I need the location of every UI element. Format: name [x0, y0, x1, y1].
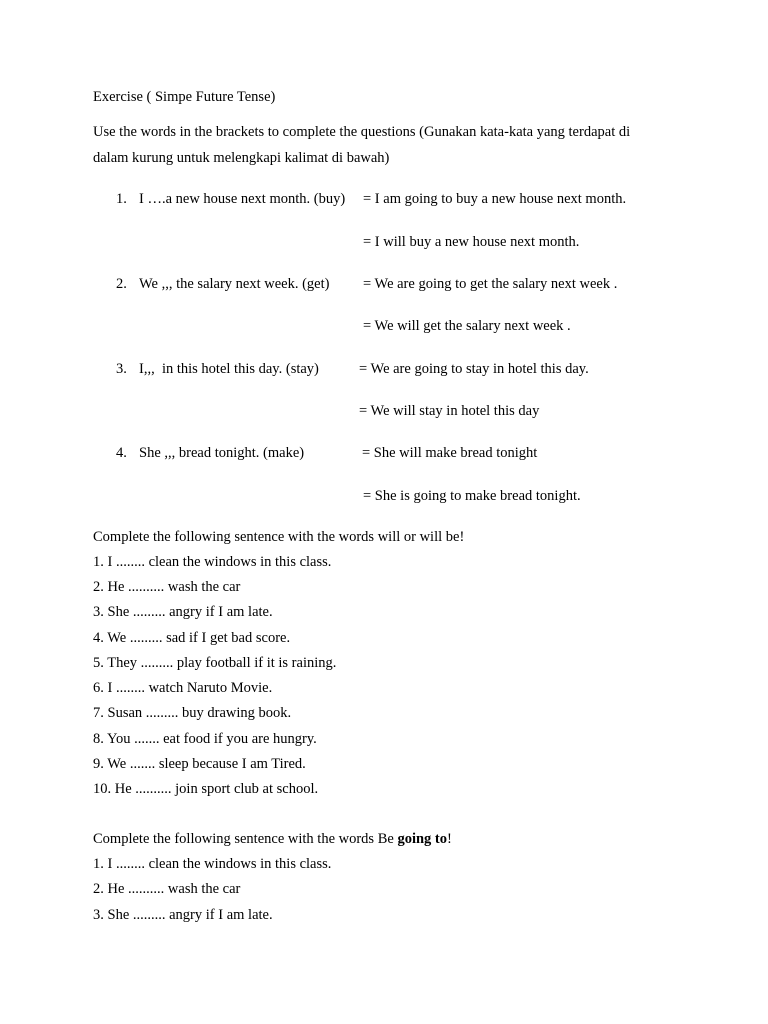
list-item: 2. He .......... wash the car — [93, 579, 241, 595]
instruction-line-2: dalam kurung untuk melengkapi kalimat di bawah) — [93, 150, 390, 166]
list-item: 3. She ......... angry if I am late. — [93, 604, 273, 620]
list-item: 6. I ........ watch Naruto Movie. — [93, 680, 273, 696]
example-answer: = I will buy a new house next month. — [363, 234, 580, 250]
list-item: 8. You ....... eat food if you are hungry. — [93, 731, 317, 747]
example-answer: = I am going to buy a new house next month. — [363, 191, 627, 207]
example-answer: = She is going to make bread tonight. — [363, 488, 581, 504]
list-item: 2. He .......... wash the car — [93, 881, 241, 897]
heading-suffix: ! — [446, 831, 452, 847]
list-item: 5. They ......... play football if it is raining. — [93, 655, 337, 671]
list-item: 1. I ........ clean the windows in this class. — [93, 554, 332, 570]
instruction-line-1: Use the words in the brackets to complete the questions (Gunakan kata-kata yang terdapat di — [93, 124, 631, 140]
example-number: 3. — [116, 361, 127, 377]
example-question: I,,, in this hotel this day. (stay) — [139, 361, 319, 377]
example-answer: = We will get the salary next week . — [363, 318, 571, 334]
example-answer: = She will make bread tonight — [362, 445, 538, 461]
exercise-title: Exercise ( Simpe Future Tense) — [93, 89, 276, 105]
example-answer: = We are going to get the salary next week . — [363, 276, 618, 292]
list-item: 1. I ........ clean the windows in this class. — [93, 856, 332, 872]
example-number: 2. — [116, 276, 127, 292]
example-answer: = We will stay in hotel this day — [359, 403, 540, 419]
list-item: 3. She ......... angry if I am late. — [93, 907, 273, 923]
list-item: 4. We ......... sad if I get bad score. — [93, 630, 291, 646]
heading-bold: going to — [397, 831, 447, 847]
section-heading: Complete the following sentence with the words will or will be! — [93, 529, 465, 545]
section-heading — [93, 830, 452, 848]
example-question: She ,,, bread tonight. (make) — [139, 445, 305, 461]
example-question: We ,,, the salary next week. (get) — [139, 276, 330, 292]
example-answer: = We are going to stay in hotel this day. — [359, 361, 589, 377]
list-item: 10. He .......... join sport club at school. — [93, 781, 319, 797]
list-item: 9. We ....... sleep because I am Tired. — [93, 756, 306, 772]
list-item: 7. Susan ......... buy drawing book. — [93, 705, 292, 721]
heading-prefix: Complete the following sentence with the words Be — [93, 831, 398, 847]
example-number: 4. — [116, 445, 127, 461]
example-question: I ….a new house next month. (buy) — [139, 191, 346, 207]
example-number: 1. — [116, 191, 127, 207]
